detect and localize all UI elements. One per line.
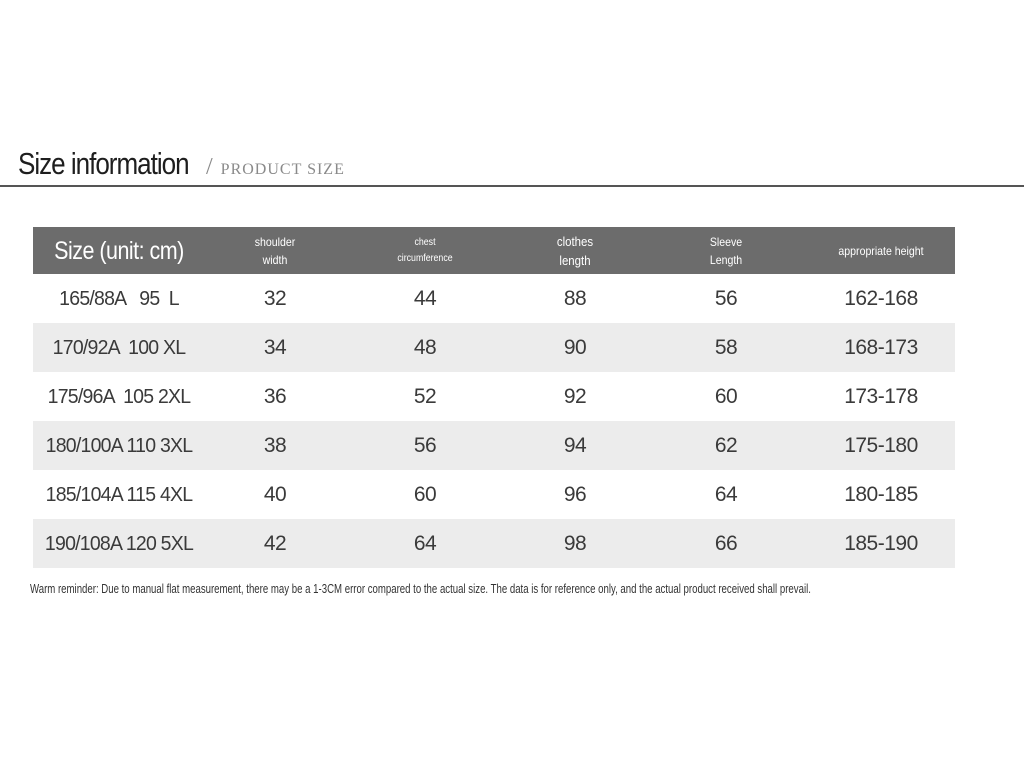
cell-size: 170/92A 100 XL <box>52 335 186 359</box>
cell-size: 190/108A 120 5XL <box>44 531 194 555</box>
cell-chest-circumference: 60 <box>413 482 437 506</box>
cell-shoulder-width: 38 <box>263 433 287 457</box>
cell-clothes-length: 92 <box>563 384 587 408</box>
table-row <box>33 274 955 323</box>
cell-clothes-length: 94 <box>563 433 587 457</box>
measurement-reminder: Warm reminder: Due to manual flat measurement, there may be a 1-3CM error compared to the actual size. The data is for reference only, and the actual product received shall prevail. <box>30 582 811 596</box>
cell-sleeve-length: 56 <box>714 286 738 310</box>
table-row <box>33 470 955 519</box>
cell-clothes-length: 88 <box>563 286 587 310</box>
cell-size: 165/88A 95 L <box>59 286 179 310</box>
cell-clothes-length: 98 <box>563 531 587 555</box>
heading-title: Size information <box>18 146 189 181</box>
table-row <box>33 421 955 470</box>
column-header-size: Size (unit: cm) <box>54 236 184 265</box>
table-row <box>33 372 955 421</box>
cell-sleeve-length: 60 <box>714 384 738 408</box>
cell-size: 185/104A 115 4XL <box>45 482 193 506</box>
cell-chest-circumference: 56 <box>413 433 437 457</box>
cell-appropriate-height: 175-180 <box>844 433 918 457</box>
cell-clothes-length: 90 <box>563 335 587 359</box>
heading-divider <box>0 185 1024 187</box>
column-header-shoulder-width: shoulder width <box>254 234 296 267</box>
table-row <box>33 519 955 568</box>
cell-shoulder-width: 32 <box>263 286 287 310</box>
column-header-appropriate-height: appropriate height <box>838 243 924 258</box>
cell-appropriate-height: 162-168 <box>844 286 918 310</box>
cell-shoulder-width: 42 <box>263 531 287 555</box>
heading-subtitle: PRODUCT SIZE <box>220 161 345 178</box>
cell-shoulder-width: 40 <box>263 482 287 506</box>
cell-sleeve-length: 58 <box>714 335 738 359</box>
cell-appropriate-height: 173-178 <box>844 384 918 408</box>
heading-slash: / <box>206 154 213 180</box>
column-header-chest-circumference: chest circumference <box>397 236 453 264</box>
cell-appropriate-height: 168-173 <box>844 335 918 359</box>
table-header <box>33 227 955 274</box>
cell-appropriate-height: 180-185 <box>844 482 918 506</box>
table-row <box>33 323 955 372</box>
cell-sleeve-length: 66 <box>714 531 738 555</box>
section-heading <box>18 146 345 182</box>
cell-chest-circumference: 44 <box>413 286 437 310</box>
cell-sleeve-length: 62 <box>714 433 738 457</box>
cell-clothes-length: 96 <box>563 482 587 506</box>
cell-chest-circumference: 64 <box>413 531 437 555</box>
column-header-clothes-length: clothes length <box>556 233 594 268</box>
cell-chest-circumference: 48 <box>413 335 437 359</box>
cell-size: 180/100A 110 3XL <box>45 433 193 457</box>
cell-chest-circumference: 52 <box>413 384 437 408</box>
size-table <box>33 227 955 568</box>
cell-shoulder-width: 34 <box>263 335 287 359</box>
column-header-sleeve-length: Sleeve Length <box>709 234 743 267</box>
cell-sleeve-length: 64 <box>714 482 738 506</box>
cell-size: 175/96A 105 2XL <box>47 384 191 408</box>
cell-appropriate-height: 185-190 <box>844 531 918 555</box>
cell-shoulder-width: 36 <box>263 384 287 408</box>
